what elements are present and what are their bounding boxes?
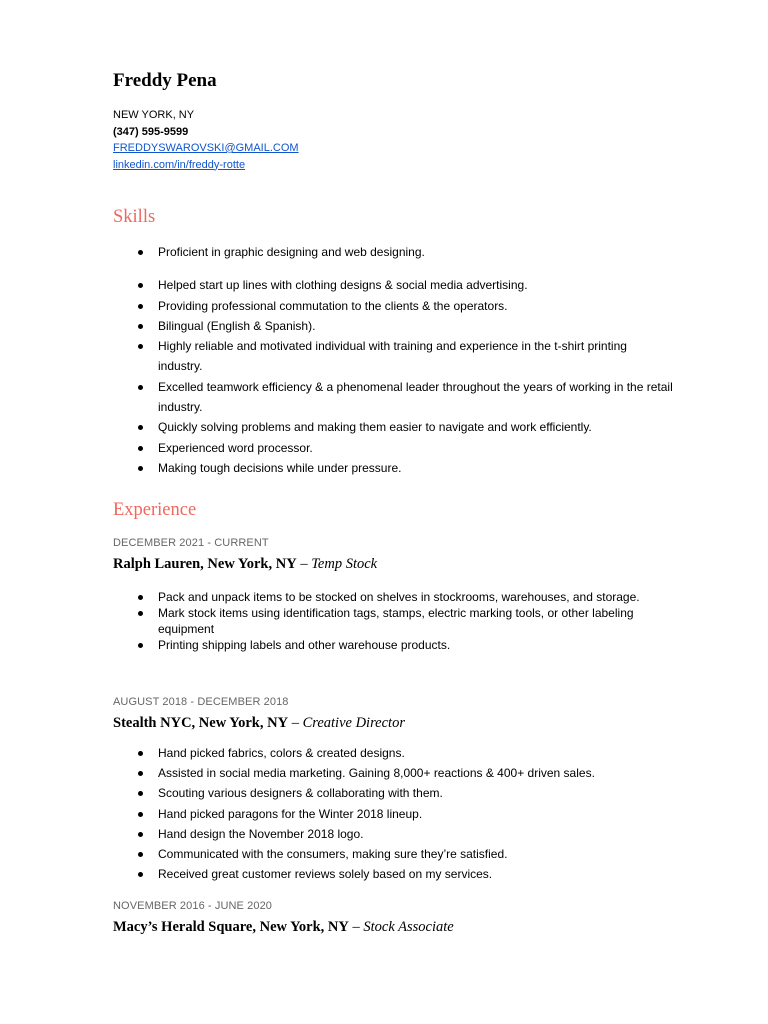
job-role: Stock Associate [363, 919, 454, 935]
list-item: Hand picked paragons for the Winter 2018 lineup. [113, 804, 673, 824]
contact-block [113, 107, 299, 173]
linkedin-link[interactable]: linkedin.com/in/freddy-rotte [113, 158, 246, 171]
job-dates: DECEMBER 2021 - CURRENT [113, 537, 269, 549]
list-item: Bilingual (English & Spanish). [113, 316, 673, 336]
job-title-line [113, 715, 405, 732]
list-item: Highly reliable and motivated individual with training and experience in the t-shirt printing industry. [113, 336, 673, 377]
job-role: Creative Director [302, 715, 405, 731]
job-dates: NOVEMBER 2016 - JUNE 2020 [113, 900, 273, 912]
skills-list [113, 242, 673, 478]
location: NEW YORK, NY [113, 109, 195, 121]
list-item: Experienced word processor. [113, 438, 673, 458]
list-item: Excelled teamwork efficiency & a phenomenal leader throughout the years of working in the retail industry. [113, 377, 673, 418]
list-item: Helped start up lines with clothing designs & social media advertising. [113, 275, 673, 295]
separator: – [296, 556, 312, 572]
list-item: Assisted in social media marketing. Gaining 8,000+ reactions & 400+ driven sales. [113, 763, 673, 783]
skills-heading: Skills [113, 207, 156, 227]
separator: – [288, 715, 303, 731]
job-title-line [113, 919, 454, 936]
job-bullets [113, 743, 673, 884]
job-title-line [113, 556, 377, 573]
list-item: Making tough decisions while under pressure. [113, 458, 673, 478]
list-item: Pack and unpack items to be stocked on shelves in stockrooms, warehouses, and storage. [113, 589, 673, 605]
company-name: Macy’s Herald Square, New York, NY [113, 919, 349, 935]
list-item: Proficient in graphic designing and web designing. [113, 242, 673, 262]
list-item: Hand picked fabrics, colors & created designs. [113, 743, 673, 763]
job-bullets [113, 589, 673, 653]
list-item: Hand design the November 2018 logo. [113, 824, 673, 844]
company-name: Ralph Lauren, New York, NY [113, 556, 297, 572]
phone-number: (347) 595-9599 [113, 125, 189, 138]
company-name: Stealth NYC, New York, NY [113, 715, 289, 731]
job-role: Temp Stock [311, 556, 378, 572]
list-item: Quickly solving problems and making them easier to navigate and work efficiently. [113, 417, 673, 437]
list-item: Providing professional commutation to the clients & the operators. [113, 296, 673, 316]
list-item: Communicated with the consumers, making sure they’re satisfied. [113, 844, 673, 864]
list-item: Printing shipping labels and other warehouse products. [113, 637, 673, 653]
list-item: Mark stock items using identification tags, stamps, electric marking tools, or other labeling equipment [113, 605, 673, 637]
candidate-name: Freddy Pena [113, 70, 217, 91]
list-item: Scouting various designers & collaborating with them. [113, 783, 673, 803]
separator: – [348, 919, 364, 935]
job-dates: AUGUST 2018 - DECEMBER 2018 [113, 696, 289, 708]
list-item: Received great customer reviews solely based on my services. [113, 864, 673, 884]
experience-heading: Experience [113, 500, 197, 520]
email-link[interactable]: FREDDYSWAROVSKI@GMAIL.COM [113, 142, 299, 154]
